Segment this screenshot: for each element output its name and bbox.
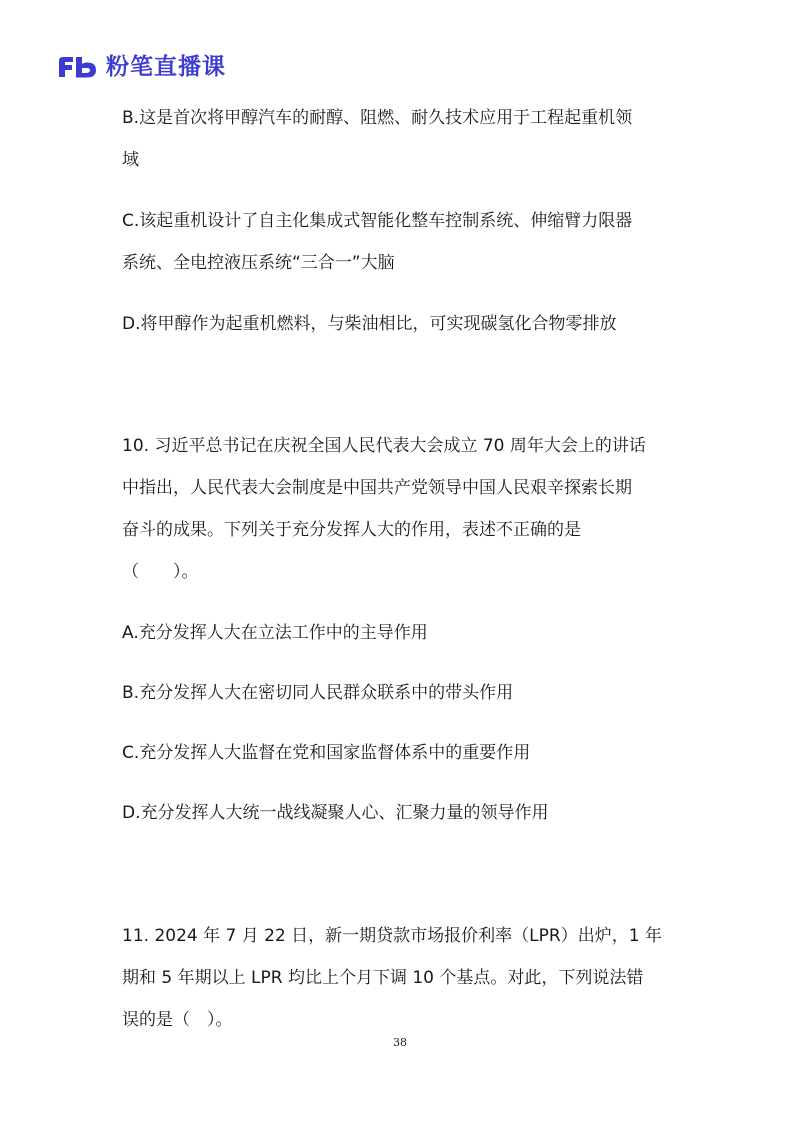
brand-name: 粉笔直播课	[106, 54, 226, 80]
q11-stem-line1: 11. 2024 年 7 月 22 日，新一期贷款市场报价利率（LPR）出炉，1 年	[122, 926, 662, 946]
q9-option-c-line2: 系统、全电控液压系统“三合一”大脑	[122, 253, 395, 273]
q10-stem-line2: 中指出，人民代表大会制度是中国共产党领导中国人民艰辛探索长期	[122, 478, 632, 498]
header-brand	[56, 52, 226, 82]
q10-stem-line1: 10. 习近平总书记在庆祝全国人民代表大会成立 70 周年大会上的讲话	[122, 436, 646, 456]
page-number: 38	[393, 1036, 407, 1049]
q9-option-d: D.将甲醇作为起重机燃料，与柴油相比，可实现碳氢化合物零排放	[122, 314, 617, 334]
q10-option-b: B.充分发挥人大在密切同人民群众联系中的带头作用	[122, 683, 514, 703]
q11-stem-line2: 期和 5 年期以上 LPR 均比上个月下调 10 个基点。对此，下列说法错	[122, 968, 644, 988]
q9-option-b-line2: 域	[122, 150, 139, 170]
q10-stem-line4: （ ）。	[122, 562, 199, 582]
q11-stem-line3: 误的是（ ）。	[122, 1010, 233, 1030]
q10-option-a: A.充分发挥人大在立法工作中的主导作用	[122, 623, 428, 643]
q10-stem-line3: 奋斗的成果。下列关于充分发挥人大的作用，表述不正确的是	[122, 520, 581, 540]
fb-logo-icon	[56, 53, 100, 81]
q10-option-d: D.充分发挥人大统一战线凝聚人心、汇聚力量的领导作用	[122, 803, 549, 823]
q10-option-c: C.充分发挥人大监督在党和国家监督体系中的重要作用	[122, 743, 531, 763]
q9-option-b-line1: B.这是首次将甲醇汽车的耐醇、阻燃、耐久技术应用于工程起重机领	[122, 108, 633, 128]
q9-option-c-line1: C.该起重机设计了自主化集成式智能化整车控制系统、伸缩臂力限器	[122, 211, 633, 231]
